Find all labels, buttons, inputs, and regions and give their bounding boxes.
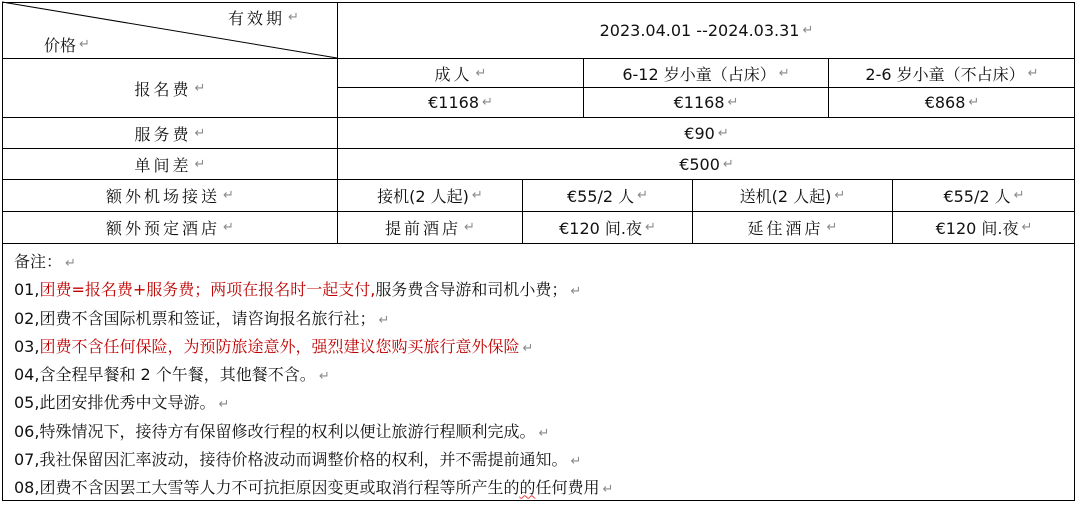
- return-mark: ↵: [826, 220, 838, 235]
- remark-05: [14, 389, 1069, 417]
- return-mark: ↵: [194, 125, 206, 141]
- remark-03: [14, 333, 1069, 361]
- return-mark: ↵: [645, 220, 656, 235]
- return-mark: ↵: [218, 397, 230, 413]
- return-mark: ↵: [637, 188, 649, 203]
- return-mark: ↵: [570, 284, 582, 300]
- category-child-6-12-text: 6-12 岁小童（占床）: [622, 64, 776, 84]
- return-mark: ↵: [727, 95, 739, 110]
- remark-01-rest: 服务费含导游和司机小费；: [375, 280, 568, 300]
- remark-01-number: 01,: [14, 280, 40, 300]
- return-mark: ↵: [65, 256, 76, 271]
- return-mark: ↵: [1013, 188, 1025, 203]
- remark-05-text: 05,此团安排优秀中文导游。: [14, 393, 216, 413]
- price-adult: [338, 88, 583, 117]
- airport-transfer-label: [3, 180, 337, 211]
- grid-line: [2, 243, 1075, 244]
- remarks-title-text: 备注：: [14, 252, 63, 271]
- service-fee-price-text: €90: [684, 123, 715, 143]
- hotel-booking-label: [3, 212, 337, 243]
- return-mark: ↵: [378, 312, 390, 328]
- return-mark: ↵: [1021, 220, 1033, 235]
- remark-03-number: 03,: [14, 336, 40, 356]
- pickup-price: [523, 180, 692, 211]
- return-mark: ↵: [318, 369, 330, 385]
- return-mark: ↵: [482, 95, 493, 110]
- category-adult: [338, 59, 583, 87]
- price-child-6-12: [584, 88, 828, 117]
- remark-03-highlight: 团费不含任何保险，为预防旅途意外，强烈建议您购买旅行意外保险: [39, 336, 520, 356]
- return-mark: ↵: [778, 65, 790, 81]
- service-fee-label: [3, 118, 337, 148]
- return-mark: ↵: [223, 188, 234, 203]
- post-hotel-label: [693, 212, 892, 243]
- remark-01-highlight: 团费=报名费+服务费；两项在报名时一起支付,: [39, 280, 376, 300]
- service-fee-label-text: 服务费: [134, 124, 192, 144]
- remark-08-duplicate-word: 的: [519, 478, 536, 498]
- single-supplement-label: [3, 149, 337, 179]
- return-mark: ↵: [602, 482, 614, 498]
- post-hotel-label-text: 延住酒店: [747, 219, 824, 238]
- remark-07-text: 07,我社保留因汇率波动，接待价格波动而调整价格的权利，并不需提前通知。: [14, 450, 568, 470]
- return-mark: ↵: [522, 340, 534, 356]
- pre-hotel-price: [523, 212, 692, 243]
- single-supplement-price: [338, 149, 1075, 179]
- return-mark: ↵: [1027, 65, 1039, 81]
- return-mark: ↵: [288, 9, 299, 25]
- remark-04: [14, 361, 1069, 389]
- validity-label: [228, 5, 299, 29]
- pre-hotel-label-text: 提前酒店: [385, 219, 462, 238]
- return-mark: ↵: [570, 454, 582, 470]
- validity-label-text: 有效期: [228, 8, 286, 28]
- return-mark: ↵: [717, 125, 729, 141]
- dropoff-price: [893, 180, 1075, 211]
- service-fee-price: [338, 118, 1075, 148]
- return-mark: ↵: [475, 65, 487, 81]
- category-child-2-6-text: 2-6 岁小童（不占床）: [865, 64, 1025, 84]
- return-mark: ↵: [79, 36, 90, 52]
- price-child-2-6: [829, 88, 1075, 117]
- pre-hotel-price-text: €120 间.夜: [559, 219, 642, 238]
- remark-08-text: 08,团费不含因罢工大雪等人力不可抗拒原因变更或取消行程等所产生的: [14, 478, 520, 498]
- airport-transfer-label-text: 额外机场接送: [106, 187, 221, 206]
- date-range-text: 2023.04.01 --2024.03.31: [599, 21, 800, 40]
- remark-01: [14, 276, 1069, 304]
- date-range: [338, 3, 1075, 58]
- price-adult-text: €1168: [428, 93, 479, 112]
- category-child-6-12: [584, 59, 828, 87]
- price-child-6-12-text: €1168: [673, 93, 725, 112]
- return-mark: ↵: [722, 156, 734, 172]
- remark-08-tail: 任何费用: [535, 478, 600, 498]
- price-child-2-6-text: €868: [924, 93, 966, 112]
- single-supplement-price-text: €500: [679, 154, 720, 174]
- registration-fee-label: [3, 59, 337, 117]
- return-mark: ↵: [464, 220, 475, 235]
- remarks-section: [14, 248, 1069, 503]
- remark-02-text: 02,团费不含国际机票和签证，请咨询报名旅行社；: [14, 308, 376, 328]
- price-label: [44, 32, 90, 56]
- remark-02: [14, 305, 1069, 333]
- category-child-2-6: [829, 59, 1075, 87]
- remark-06-text: 06,特殊情况下，接待方有保留修改行程的权利以便让旅游行程顺利完成。: [14, 421, 536, 441]
- post-hotel-price: [893, 212, 1075, 243]
- return-mark: ↵: [538, 425, 550, 441]
- return-mark: ↵: [968, 95, 980, 110]
- pickup-label: [338, 180, 522, 211]
- hotel-booking-label-text: 额外预定酒店: [106, 219, 221, 238]
- return-mark: ↵: [834, 188, 846, 203]
- dropoff-label-text: 送机(2 人起): [739, 187, 832, 206]
- dropoff-label: [693, 180, 892, 211]
- return-mark: ↵: [802, 23, 814, 38]
- registration-fee-label-text: 报名费: [134, 79, 192, 99]
- return-mark: ↵: [471, 188, 483, 203]
- dropoff-price-text: €55/2 人: [943, 187, 1011, 206]
- return-mark: ↵: [223, 220, 234, 235]
- pickup-price-text: €55/2 人: [566, 187, 635, 206]
- pre-hotel-label: [338, 212, 522, 243]
- remark-06: [14, 418, 1069, 446]
- post-hotel-price-text: €120 间.夜: [935, 219, 1019, 238]
- return-mark: ↵: [194, 80, 206, 96]
- remark-08: [14, 474, 1069, 502]
- pickup-label-text: 接机(2 人起): [377, 187, 469, 206]
- category-adult-text: 成人: [434, 64, 473, 84]
- remark-07: [14, 446, 1069, 474]
- remark-04-text: 04,含全程早餐和 2 个午餐，其他餐不含。: [14, 365, 316, 385]
- price-label-text: 价格: [44, 35, 77, 55]
- single-supplement-label-text: 单间差: [134, 155, 192, 175]
- remarks-title: [14, 248, 1069, 276]
- return-mark: ↵: [194, 156, 206, 172]
